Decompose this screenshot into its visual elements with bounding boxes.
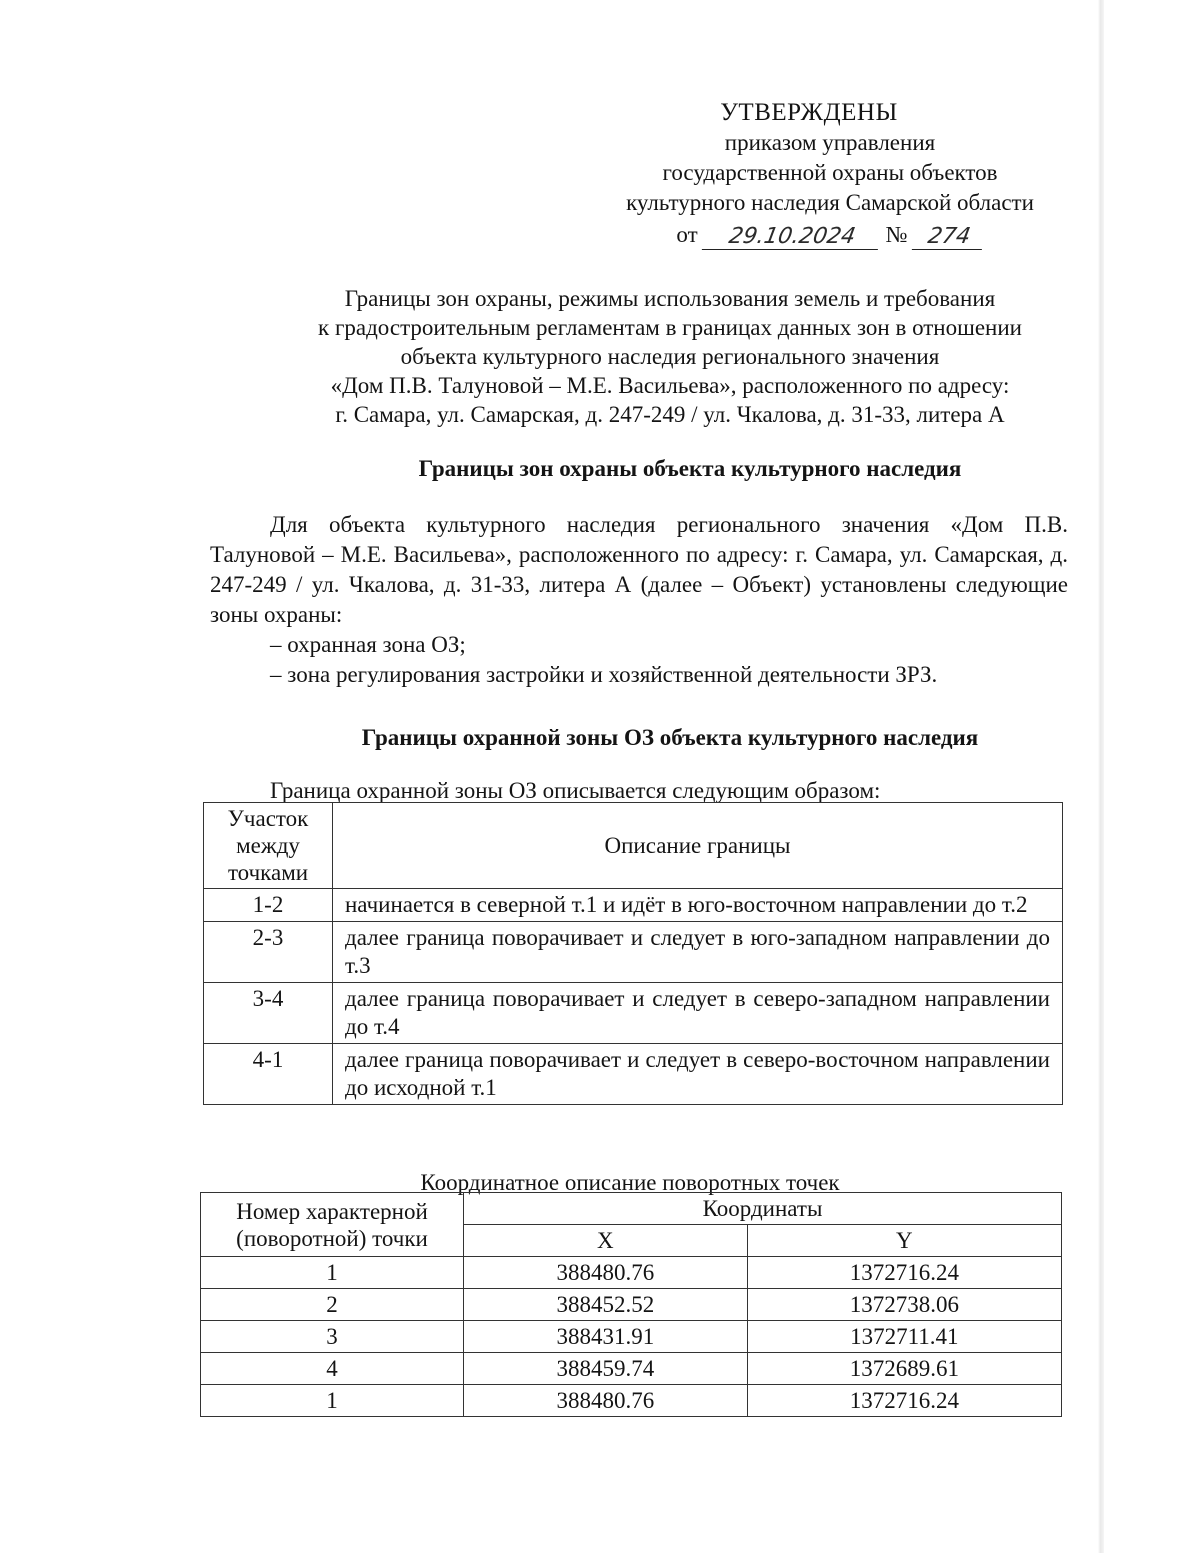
table-row [201, 1321, 1062, 1353]
table-row [201, 1289, 1062, 1321]
point-cell: 1 [201, 1257, 464, 1289]
table-header-row [204, 803, 1063, 889]
document-title [200, 284, 1140, 429]
segment-cell: 1-2 [204, 889, 333, 922]
number-prefix: № [885, 222, 908, 247]
y-cell: 1372689.61 [747, 1353, 1061, 1385]
header-point-line: Номер характерной [236, 1198, 428, 1224]
zones-paragraph: Для объекта культурного наследия регионального значения «Дом П.В. Талуновой – М.Е. Васильева», расположенного по адресу: г. Самара, ул. Самарская, д. 247-249 / ул. Чкалова, д. 31-33, литера А (далее – Объект) установлены следующие зоны охраны: [210, 512, 1068, 627]
segment-cell: 4-1 [204, 1044, 333, 1105]
x-cell: 388480.76 [464, 1257, 748, 1289]
approval-line-3: культурного наследия Самарской области [626, 190, 1034, 215]
y-cell: 1372716.24 [747, 1257, 1061, 1289]
point-cell: 3 [201, 1321, 464, 1353]
y-cell: 1372738.06 [747, 1289, 1061, 1321]
header-segment-line: между [236, 833, 300, 858]
coordinates-caption: Координатное описание поворотных точек [420, 1170, 840, 1195]
document-title-line-2: к градостроительным регламентам в границах данных зон в отношении [318, 315, 1022, 340]
boundary-table [203, 802, 1063, 1105]
table-header-row [201, 1193, 1062, 1225]
description-cell: далее граница поворачивает и следует в северо-западном направлении до т.4 [333, 983, 1063, 1044]
document-title-line-5: г. Самара, ул. Самарская, д. 247-249 / ул. Чкалова, д. 31-33, литера А [335, 402, 1005, 427]
approval-block [540, 98, 1120, 250]
point-cell: 1 [201, 1385, 464, 1417]
section-heading-zones: Границы зон охраны объекта культурного наследия [418, 456, 962, 481]
header-coordinates: Координаты [464, 1193, 1062, 1225]
y-cell: 1372716.24 [747, 1385, 1061, 1417]
approval-title: УТВЕРЖДЕНЫ [720, 99, 898, 126]
table-row [201, 1257, 1062, 1289]
header-segment-line: точками [227, 860, 309, 885]
table-row [201, 1385, 1062, 1417]
document-title-line-1: Границы зон охраны, режимы использования земель и требования [344, 286, 996, 311]
header-point-line: (поворотной) точки [236, 1225, 428, 1251]
description-cell: далее граница поворачивает и следует в северо-восточном направлении до исходной т.1 [333, 1044, 1063, 1105]
x-cell: 388459.74 [464, 1353, 748, 1385]
coordinates-table [200, 1192, 1062, 1417]
section-heading-oz: Границы охранной зоны ОЗ объекта культурного наследия [361, 725, 979, 750]
x-cell: 388452.52 [464, 1289, 748, 1321]
header-segment-line: Участок [227, 806, 309, 831]
header-description: Описание границы [333, 803, 1063, 889]
segment-cell: 3-4 [204, 983, 333, 1044]
table-row [204, 1044, 1063, 1105]
approval-line-2: государственной охраны объектов [662, 160, 998, 185]
table-row [204, 889, 1063, 922]
table-row [204, 922, 1063, 983]
document-title-line-4: «Дом П.В. Талуновой – М.Е. Васильева», расположенного по адресу: [330, 373, 1010, 398]
handwritten-number: 274 [911, 225, 985, 250]
zone-list-item: – зона регулирования застройки и хозяйственной деятельности ЗРЗ. [270, 662, 938, 687]
table-row [201, 1353, 1062, 1385]
point-cell: 2 [201, 1289, 464, 1321]
zones-paragraph-block [210, 510, 1068, 690]
description-cell: далее граница поворачивает и следует в юго-западном направлении до т.3 [333, 922, 1063, 983]
header-x: X [464, 1225, 748, 1257]
document-title-line-3: объекта культурного наследия регионального значения [400, 344, 940, 369]
x-cell: 388431.91 [464, 1321, 748, 1353]
header-y: Y [747, 1225, 1061, 1257]
header-segment [204, 803, 333, 889]
table-row [204, 983, 1063, 1044]
segment-cell: 2-3 [204, 922, 333, 983]
x-cell: 388480.76 [464, 1385, 748, 1417]
header-point [201, 1193, 464, 1257]
y-cell: 1372711.41 [747, 1321, 1061, 1353]
boundary-intro: Граница охранной зоны ОЗ описывается следующим образом: [270, 778, 881, 803]
description-cell: начинается в северной т.1 и идёт в юго-восточном направлении до т.2 [333, 889, 1063, 922]
handwritten-date: 29.10.2024 [701, 225, 881, 250]
point-cell: 4 [201, 1353, 464, 1385]
approval-order-line [540, 220, 1120, 250]
zone-list-item: – охранная зона ОЗ; [270, 632, 466, 657]
approval-line-1: приказом управления [724, 130, 936, 155]
date-prefix: от [676, 222, 698, 247]
